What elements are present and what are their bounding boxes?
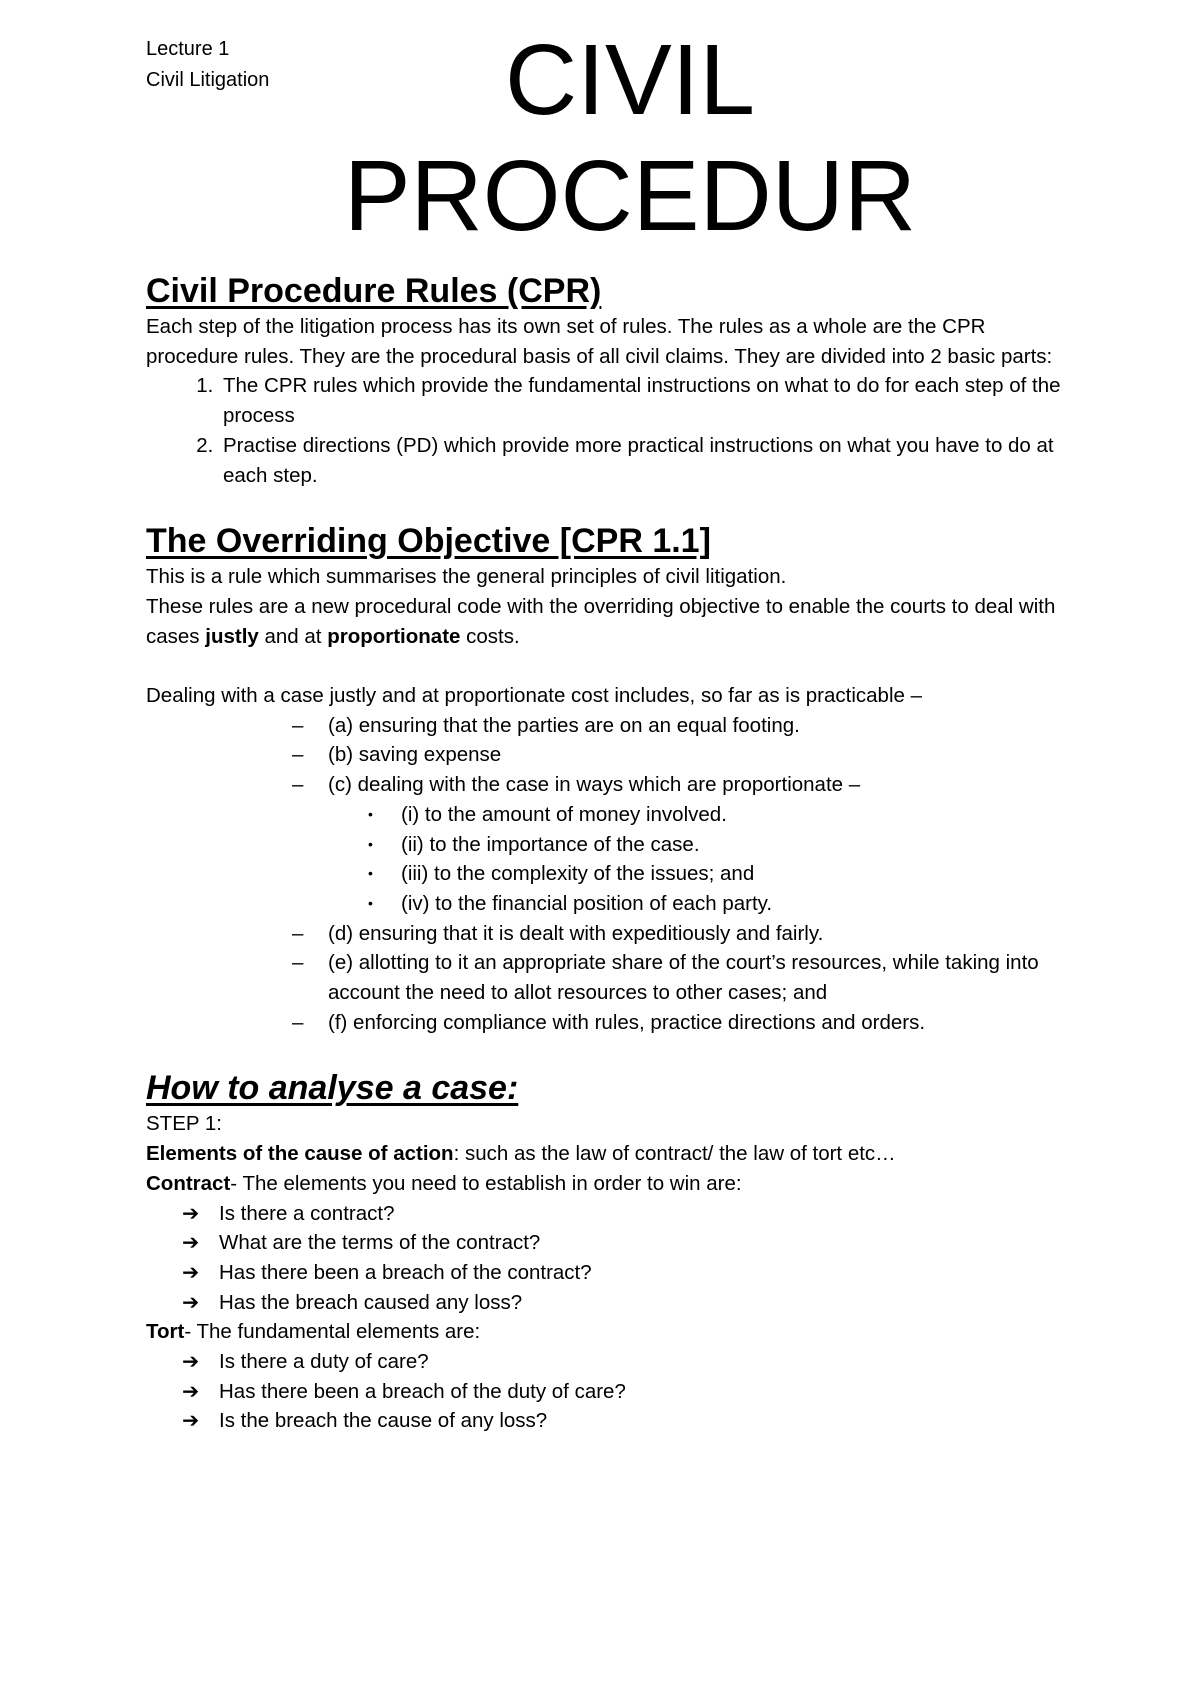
dash-marker: – <box>292 951 304 975</box>
tort-element <box>182 1406 1066 1436</box>
title-line-1: CIVIL <box>504 24 756 136</box>
arrow-right-icon: ➔ <box>182 1379 200 1403</box>
document-body <box>146 270 1066 1436</box>
dealing-intro: Dealing with a case justly and at proportionate cost includes, so far as is practicable – <box>146 684 922 708</box>
objective-text: (c) dealing with the case in ways which are proportionate – <box>328 773 861 797</box>
oo-line-1: This is a rule which summarises the general principles of civil litigation. <box>146 565 787 589</box>
contract-text: - The elements you need to establish in order to win are: <box>230 1171 742 1195</box>
cpr-parts-list <box>146 371 1066 490</box>
analyse-case-heading: How to analyse a case: <box>146 1069 519 1108</box>
dash-marker: – <box>292 921 304 945</box>
objective-text: (e) allotting to it an appropriate share of the court’s resources, while taking into account the need to allot resources to other cases; and <box>328 951 1039 1005</box>
elements-line <box>146 1139 1066 1169</box>
sub-item <box>364 859 1066 889</box>
document-title <box>0 22 1200 254</box>
oo-text: and at <box>258 624 328 648</box>
objective-text: (d) ensuring that it is dealt with expeditiously and fairly. <box>328 921 824 945</box>
oo-text: costs. <box>460 624 520 648</box>
tort-bold: Tort <box>146 1320 185 1344</box>
sub-item <box>364 889 1066 919</box>
objective-item-f <box>292 1008 1066 1038</box>
cpr-part-item: 1. The CPR rules which provide the fundamental instructions on what to do for each step of the process <box>219 371 1066 430</box>
contract-element-text: Has there been a breach of the contract? <box>219 1260 592 1284</box>
dash-marker: – <box>292 1010 304 1034</box>
tort-element <box>182 1347 1066 1377</box>
sub-item-text: (iii) to the complexity of the issues; and <box>401 862 755 886</box>
tort-line <box>146 1317 1066 1347</box>
sub-item-text: (i) to the amount of money involved. <box>401 802 727 826</box>
dash-marker: – <box>292 773 304 797</box>
sub-item <box>364 830 1066 860</box>
dash-marker: – <box>292 713 304 737</box>
contract-element-text: Has the breach caused any loss? <box>219 1290 523 1314</box>
arrow-right-icon: ➔ <box>182 1350 200 1374</box>
contract-element-text: What are the terms of the contract? <box>219 1231 541 1255</box>
oo-text: These rules are a new procedural code with the overriding objective to enable the courts to deal with cases <box>146 594 1056 648</box>
cpr-part-item: 2. Practise directions (PD) which provide more practical instructions on what you have to do at each step. <box>219 431 1066 490</box>
tort-element <box>182 1377 1066 1407</box>
objective-text: (f) enforcing compliance with rules, practice directions and orders. <box>328 1010 926 1034</box>
objective-item-e <box>292 948 1066 1007</box>
bullet-marker: • <box>368 865 373 882</box>
subject-name: Civil Litigation <box>146 69 270 91</box>
bullet-marker: • <box>368 835 373 852</box>
dash-marker: – <box>292 743 304 767</box>
contract-elements-list <box>146 1199 1066 1318</box>
arrow-right-icon: ➔ <box>182 1201 200 1225</box>
objective-text: (b) saving expense <box>328 743 502 767</box>
proportionate-sublist <box>328 800 1066 919</box>
arrow-right-icon: ➔ <box>182 1290 200 1314</box>
objective-item-a <box>292 711 1066 741</box>
objective-list <box>146 711 1066 1038</box>
tort-element-text: Has there been a breach of the duty of care? <box>219 1379 626 1403</box>
contract-line <box>146 1169 1066 1199</box>
oo-bold-proportionate: proportionate <box>327 624 461 648</box>
sub-item <box>364 800 1066 830</box>
tort-elements-list <box>146 1347 1066 1436</box>
cpr-intro: Each step of the litigation process has its own set of rules. The rules as a whole are the CPR procedure rules. They are the procedural basis of all civil claims. They are divided into 2 basic parts: <box>146 315 1053 368</box>
oo-line-2 <box>146 592 1066 651</box>
contract-bold: Contract <box>146 1171 231 1195</box>
lecture-number: Lecture 1 <box>146 38 230 60</box>
contract-element <box>182 1258 1066 1288</box>
objective-text: (a) ensuring that the parties are on an equal footing. <box>328 713 800 737</box>
arrow-right-icon: ➔ <box>182 1231 200 1255</box>
objective-item-d <box>292 919 1066 949</box>
cpr-heading: Civil Procedure Rules (CPR) <box>146 272 602 310</box>
tort-element-text: Is there a duty of care? <box>219 1350 429 1374</box>
overriding-objective-heading: The Overriding Objective [CPR 1.1] <box>146 522 711 561</box>
arrow-right-icon: ➔ <box>182 1260 200 1284</box>
contract-element <box>182 1199 1066 1229</box>
bullet-marker: • <box>368 894 373 911</box>
oo-bold-justly: justly <box>205 624 259 648</box>
tort-text: - The fundamental elements are: <box>184 1320 481 1344</box>
title-line-2: PROCEDUR <box>343 140 917 252</box>
sub-item-text: (ii) to the importance of the case. <box>401 832 700 856</box>
objective-item-b <box>292 740 1066 770</box>
elements-bold: Elements of the cause of action <box>146 1142 454 1166</box>
step-label: STEP 1: <box>146 1112 222 1136</box>
sub-item-text: (iv) to the financial position of each party. <box>401 891 773 915</box>
contract-element <box>182 1288 1066 1318</box>
contract-element-text: Is there a contract? <box>219 1201 395 1225</box>
tort-element-text: Is the breach the cause of any loss? <box>219 1409 548 1433</box>
objective-item-c <box>292 770 1066 919</box>
arrow-right-icon: ➔ <box>182 1409 200 1433</box>
elements-text: : such as the law of contract/ the law of tort etc… <box>453 1142 896 1166</box>
bullet-marker: • <box>368 805 373 822</box>
contract-element <box>182 1228 1066 1258</box>
